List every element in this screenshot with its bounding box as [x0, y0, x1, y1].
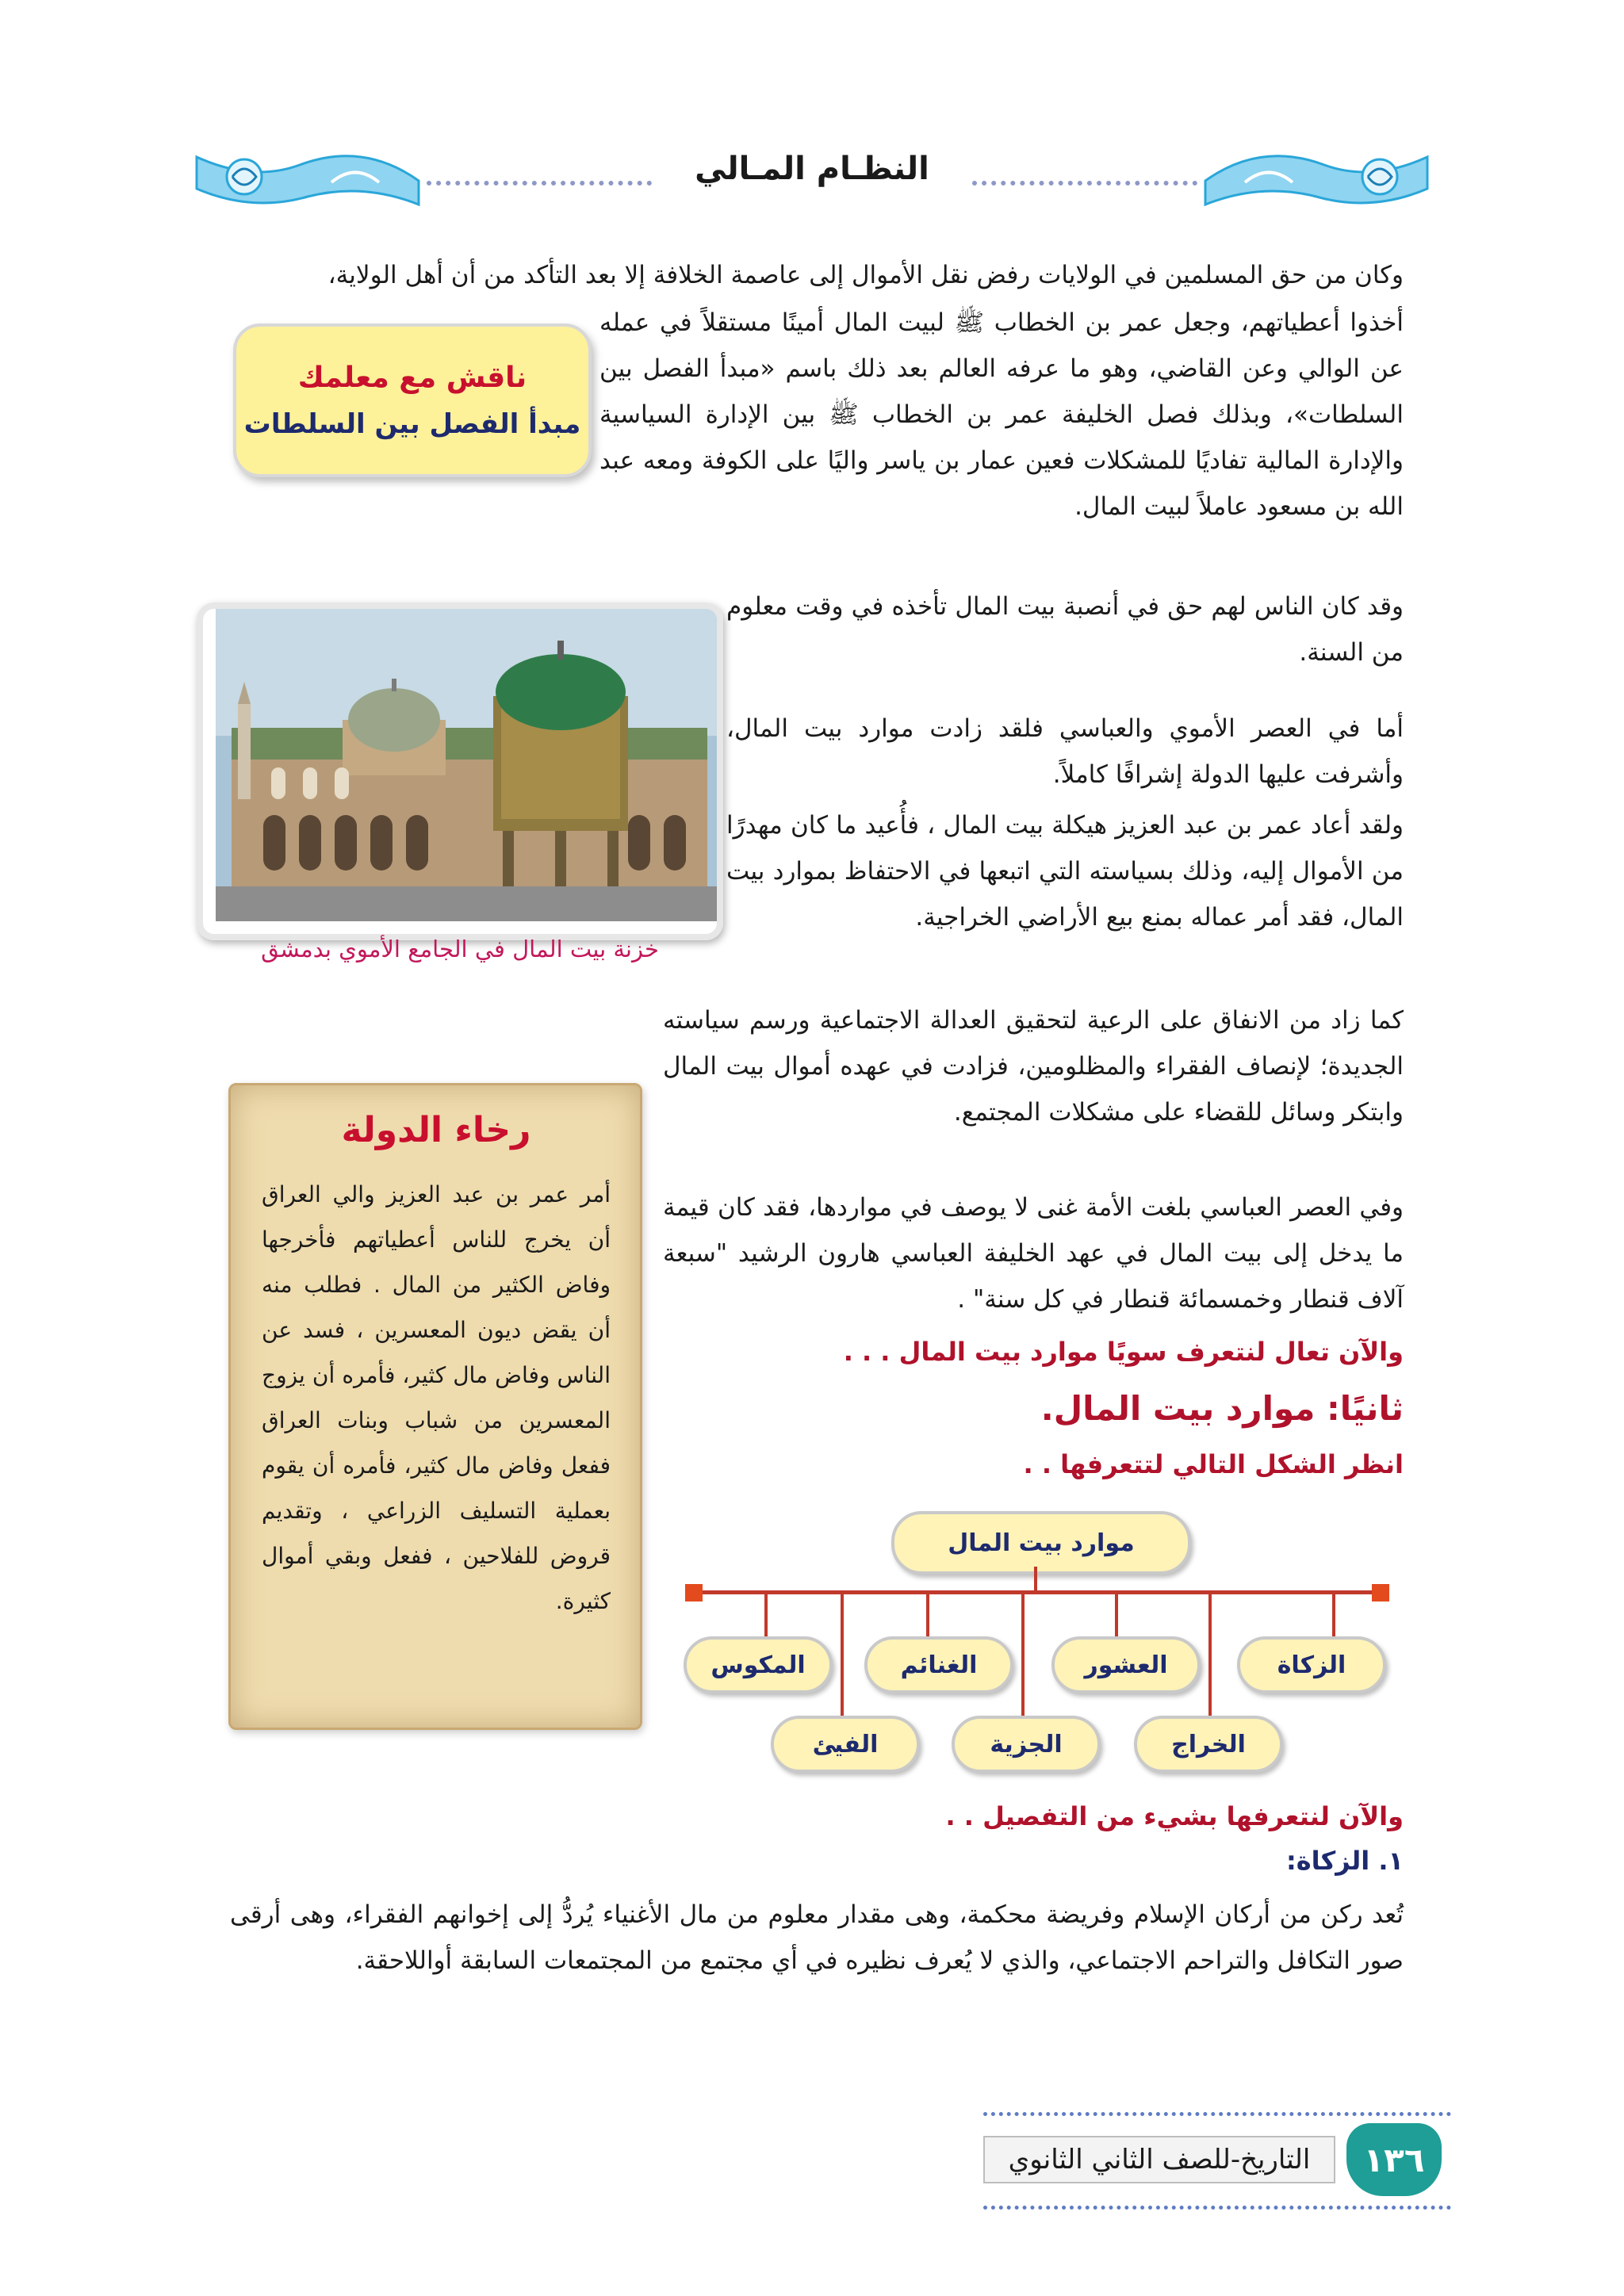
paragraph-umar-restructure: ولقد أعاد عمر بن عبد العزيز هيكلة بيت المال ، فأُعيد ما كان مهدرًا من الأموال إليه، وذلك بسياسته التي اتبعها في الاحتفاظ بموارد بيت المال، فقد أمر عماله بمنع بيع الأراضي الخراجية.	[726, 811, 1404, 932]
discuss-subtitle: مبدأ الفصل بين السلطات	[243, 408, 581, 440]
diagram-node-zakat: الزكاة	[1237, 1636, 1386, 1693]
zakat-text: تُعد ركن من أركان الإسلام وفريضة محكمة، وهى مقدار معلوم من مال الأغنياء يُردُّ إلى إخوانهم الفقراء، وهى أرقى صور التكافل والتراحم الاجتماعي، والذي لا يُعرف نظيره في أي مجتمع من المجتمعات السابقة أواللاحقة.	[230, 1900, 1404, 1975]
header-dots-right	[972, 181, 1197, 186]
header-ornament-right	[1197, 133, 1435, 220]
footer-dots-top	[983, 2112, 1451, 2116]
mosque-illustration	[216, 609, 717, 921]
diagram-root-connector	[1034, 1567, 1037, 1592]
photo-caption: خزنة بيت المال في الجامع الأموي بدمشق	[261, 936, 659, 962]
diagram-root: موارد بيت المال	[891, 1511, 1191, 1575]
paragraph-spending: كما زاد من الانفاق على الرعية لتحقيق العدالة الاجتماعية ورسم سياسته الجديدة؛ لإنصاف الفقراء والمظلومين، فزادت في عهده أموال بيت المال وابتكر وسائل للقضاء على مشكلات المجتمع.	[663, 1006, 1404, 1127]
paragraph-abbasid-wealth: وفي العصر العباسي بلغت الأمة غنى لا يوصف في مواردها، فقد كان قيمة ما يدخل إلى بيت المال في عهد الخليفة العباسي هارون الرشيد "سبعة آلاف قنطار وخمسمائة قنطار في كل سنة" .	[663, 1193, 1404, 1314]
discuss-box	[233, 323, 592, 477]
diagram-node-mukus: المكوس	[684, 1636, 833, 1693]
paragraph-umayyad-abbasid: أما في العصر الأموي والعباسي فلقد زادت موارد بيت المال، وأشرفت عليها الدولة إشرافًا كاملاً.	[726, 714, 1404, 789]
header-ornament-left	[189, 133, 427, 220]
scroll-title: رخاء الدولة	[341, 1110, 531, 1150]
section-lead: والآن تعال لنتعرف سويًا موارد بيت المال . . .	[843, 1337, 1404, 1367]
diagram-node-fay: الفيئ	[771, 1716, 920, 1773]
diagram-bar-end-right	[1372, 1584, 1389, 1601]
section-heading: ثانيًا: موارد بيت المال.	[1040, 1389, 1404, 1428]
diagram-node-ushur: العشور	[1051, 1636, 1201, 1693]
discuss-title: ناقش مع معلمك	[297, 362, 527, 394]
diagram-connector	[764, 1594, 768, 1640]
diagram-bar-end-left	[685, 1584, 703, 1601]
footer-dots-bottom	[983, 2206, 1451, 2210]
diagram-connector	[1332, 1594, 1335, 1640]
paragraph-people-share: وقد كان الناس لهم حق في أنصبة بيت المال تأخذه في وقت معلوم من السنة.	[726, 592, 1404, 667]
diagram-bar	[693, 1590, 1378, 1594]
footer-book-title: التاريخ-للصف الثاني الثانوي	[983, 2136, 1335, 2183]
diagram-connector	[1021, 1594, 1025, 1720]
page-number: ١٣٦	[1346, 2123, 1442, 2196]
header-dots-left	[427, 181, 652, 186]
details-lead: والآن لنتعرفها بشيء من التفصيل . .	[945, 1801, 1404, 1831]
diagram-connector	[1115, 1594, 1118, 1640]
diagram-connector	[841, 1594, 844, 1720]
intro-line-1: وكان من حق المسلمين في الولايات رفض نقل الأموال إلى عاصمة الخلافة إلا بعد التأكد من أن أهل الولاية،	[327, 261, 1404, 289]
diagram-node-ghanaim: الغنائم	[864, 1636, 1013, 1693]
page-title: النظـام المـالي	[695, 151, 929, 187]
mosque-photo	[197, 603, 723, 940]
zakat-heading: ١. الزكاة:	[1285, 1846, 1404, 1876]
intro-paragraph: أخذوا أعطياتهم، وجعل عمر بن الخطاب ﷺ لبيت المال أمينًا مستقلاً في عمله عن الوالي وعن القاضي، وهو ما عرفه العالم بعد ذلك باسم «مبدأ الفصل بين السلطات»، وبذلك فصل الخليفة عمر بن الخطاب ﷺ بين الإدارة السياسية والإدارة المالية تفاديًا للمشكلات فعين عمار بن ياسر واليًا على الكوفة ومعه عبد الله بن مسعود عاملاً لبيت المال.	[599, 308, 1404, 521]
section-instruction: انظر الشكل التالي لتتعرفها . .	[1023, 1449, 1404, 1479]
diagram-node-kharaj: الخراج	[1134, 1716, 1283, 1773]
diagram-node-jizya: الجزية	[952, 1716, 1101, 1773]
diagram-connector	[926, 1594, 929, 1640]
diagram-connector	[1208, 1594, 1212, 1720]
scroll-text: أمر عمر بن عبد العزيز والي العراق أن يخرج للناس أعطياتهم فأخرجها وفاض الكثير من المال . فطلب منه أن يقض ديون المعسرين ، فسد عن الناس وفاض مال كثير، فأمره أن يزوج المعسرين من شباب وبنات العراق ففعل وفاض مال كثير، فأمره أن يقوم بعملية التسليف الزراعي ، وتقديم قروض للفلاحين ، ففعل وبقي أموال كثيرة.	[262, 1181, 611, 1614]
